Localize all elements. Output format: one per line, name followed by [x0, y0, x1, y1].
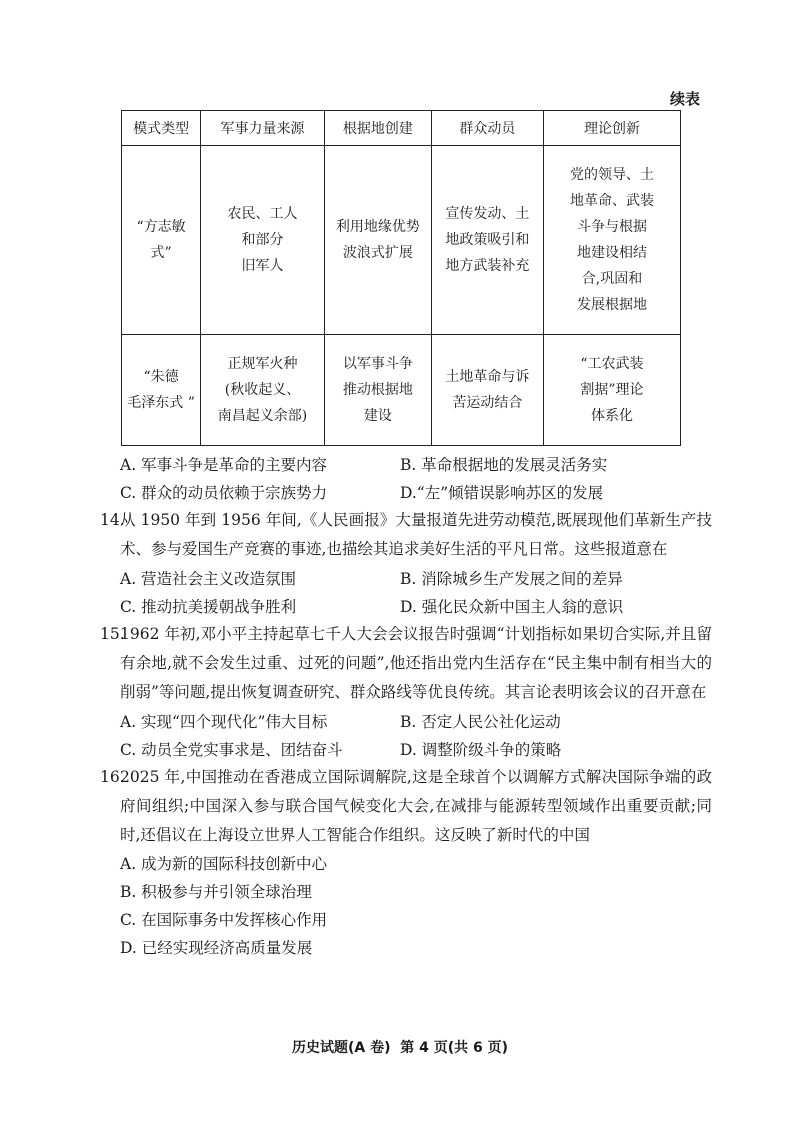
option-b[interactable]: B. 革命根据地的发展灵活务实	[400, 456, 608, 474]
option-a[interactable]: A. 营造社会主义改造氛围	[120, 570, 297, 588]
option-a[interactable]: A. 成为新的国际科技创新中心	[120, 855, 328, 873]
table-header-cell: 理论创新	[543, 111, 680, 146]
option-b[interactable]: B. 积极参与并引领全球治理	[120, 883, 312, 901]
option-b[interactable]: B. 消除城乡生产发展之间的差异	[400, 570, 623, 588]
question-number: 14.	[100, 511, 125, 529]
table-header-cell: 根据地创建	[324, 111, 431, 146]
option-c[interactable]: C. 动员全党实事求是、团结奋斗	[120, 741, 343, 759]
option-c[interactable]: C. 群众的动员依赖于宗族势力	[120, 484, 328, 502]
table-cell: 宣传发动、土 地政策吸引和 地方武装补充	[431, 146, 543, 335]
option-d[interactable]: D. 调整阶级斗争的策略	[400, 741, 562, 759]
option-row	[100, 564, 712, 592]
table-header-cell: 模式类型	[122, 111, 201, 146]
option-d[interactable]: D. 已经实现经济高质量发展	[120, 939, 313, 957]
question-text: 1962 年初,邓小平主持起草七千人大会会议报告时强调“计划指标如果切合实际,并且留有余地,就不会发生过重、过死的问题”,他还指出党内生活存在“民主集中制有相当大的削弱”等问题,提出恢复调查研究、群众路线等优良传统。其言论表明该会议的召开意在	[120, 625, 712, 701]
table-cell: 农民、工人 和部分 旧军人	[201, 146, 325, 335]
table-cell: “朱德 毛泽东式 ”	[122, 335, 201, 446]
option-d[interactable]: D.“左”倾错误影响苏区的发展	[400, 484, 604, 502]
table-cell: “工农武装 割据”理论 体系化	[543, 335, 680, 446]
question-text: 2025 年,中国推动在香港成立国际调解院,这是全球首个以调解方式解决国际争端的政府间组织;中国深入参与联合国气候变化大会,在减排与能源转型领域作出重要贡献;同时,还倡议在上海设立世界人工智能合作组织。这反映了新时代的中国	[120, 768, 712, 844]
history-table	[121, 110, 681, 446]
table-cell: 利用地缘优势 波浪式扩展	[324, 146, 431, 335]
question-text: 从 1950 年到 1956 年间,《人民画报》大量报道先进劳动模范,既展现他们革新生产技术、参与爱国生产竞赛的事迹,也描绘其追求美好生活的平凡日常。这些报道意在	[120, 511, 712, 558]
table-cell: 正规军火种 (秋收起义、 南昌起义余部)	[201, 335, 325, 446]
table-row	[122, 146, 681, 335]
table-cell: 党的领导、土 地革命、武装 斗争与根据 地建设相结 合,巩固和 发展根据地	[543, 146, 680, 335]
option-b[interactable]: B. 否定人民公社化运动	[400, 713, 561, 731]
option-a[interactable]: A. 实现“四个现代化”伟大目标	[120, 713, 328, 731]
continued-label: 续表	[669, 90, 700, 108]
question-15	[100, 620, 712, 707]
question-16	[100, 763, 712, 850]
option-a[interactable]: A. 军事斗争是革命的主要内容	[120, 456, 328, 474]
option-row	[100, 735, 712, 763]
page-footer: 历史试题(A 卷) 第 4 页(共 6 页)	[291, 1040, 509, 1056]
table-row	[122, 335, 681, 446]
question-number: 15.	[100, 625, 125, 643]
table-header-cell: 军事力量来源	[201, 111, 325, 146]
question-14	[100, 506, 712, 564]
table-cell: 以军事斗争 推动根据地 建设	[324, 335, 431, 446]
option-row	[100, 478, 712, 506]
table-cell: “方志敏 式”	[122, 146, 201, 335]
table-header-row	[122, 111, 681, 146]
option-row	[100, 450, 712, 478]
option-c[interactable]: C. 推动抗美援朝战争胜利	[120, 598, 297, 616]
table-header-cell: 群众动员	[431, 111, 543, 146]
question-number: 16.	[100, 768, 125, 786]
option-c[interactable]: C. 在国际事务中发挥核心作用	[120, 911, 328, 929]
q13-options	[100, 450, 712, 506]
option-d[interactable]: D. 强化民众新中国主人翁的意识	[400, 598, 624, 616]
option-row	[100, 707, 712, 735]
questions	[100, 450, 712, 962]
table-cell: 土地革命与诉 苦运动结合	[431, 335, 543, 446]
option-row	[100, 592, 712, 620]
